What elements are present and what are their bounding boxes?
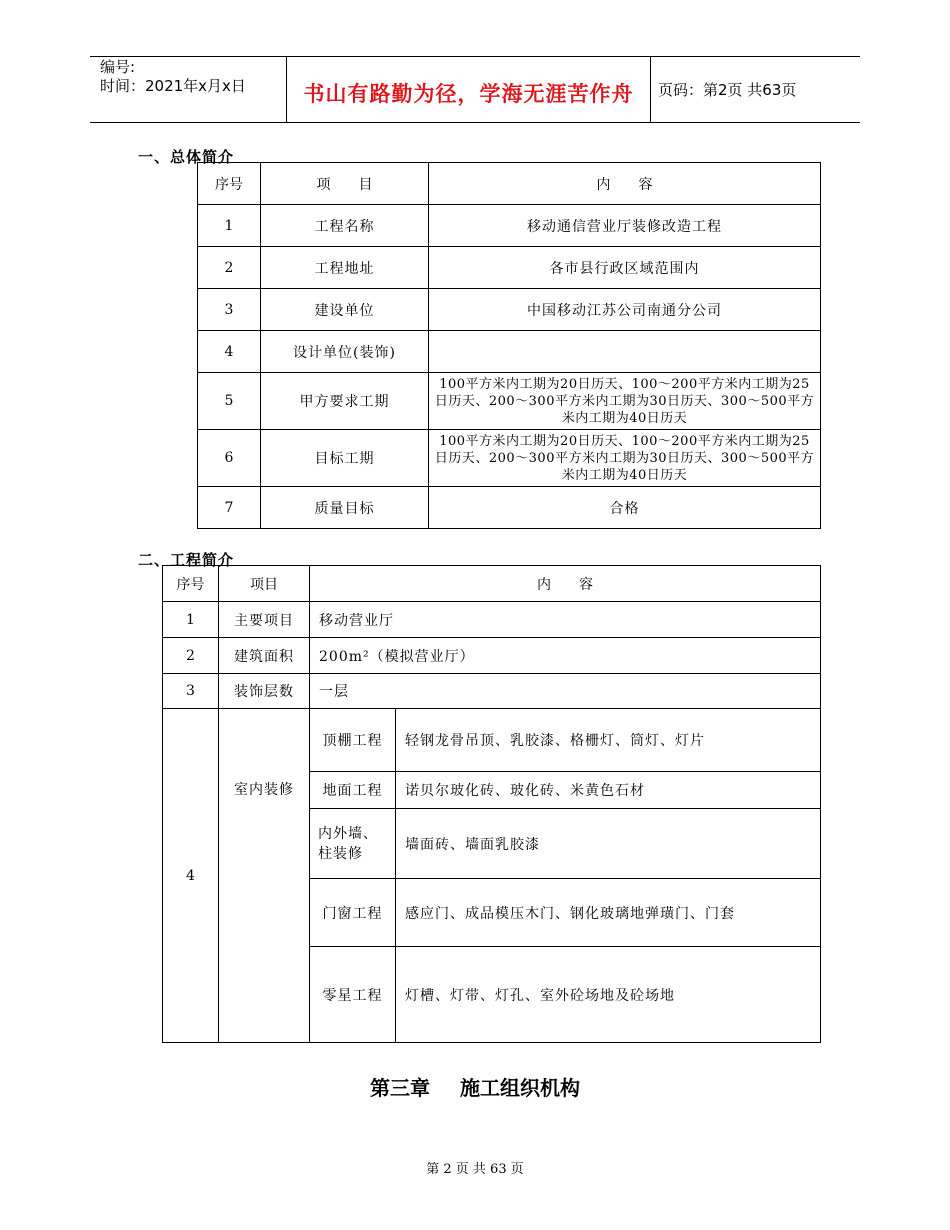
overview-table: [197, 162, 821, 529]
sub-item: 内外墙、柱装修: [310, 809, 396, 879]
sub-content: 墙面砖、墙面乳胶漆: [396, 809, 821, 879]
row-item: 工程地址: [261, 247, 429, 289]
document-number: 编号:: [100, 58, 136, 76]
section-title-project: 二、工程简介: [138, 551, 235, 569]
table-row: [198, 331, 821, 373]
sub-content: 灯槽、灯带、灯孔、室外砼场地及砼场地: [396, 947, 821, 1043]
sub-item: 零星工程: [310, 947, 396, 1043]
header-cell: 内 容: [429, 163, 821, 205]
header-cell: 项 目: [261, 163, 429, 205]
row-number: 6: [198, 430, 261, 487]
sub-content: 轻钢龙骨吊顶、乳胶漆、格栅灯、筒灯、灯片: [396, 709, 821, 772]
row-number: 7: [198, 487, 261, 529]
header-top-rule: [90, 56, 860, 57]
header-cell: 项目: [219, 566, 310, 602]
page-footer: 第 2 页 共 63 页: [426, 1162, 524, 1177]
row-content: [429, 331, 821, 373]
row-category: 室内装修: [219, 709, 310, 1043]
table-header-row: [163, 566, 821, 602]
table-row: [163, 674, 821, 709]
row-content: 中国移动江苏公司南通分公司: [429, 289, 821, 331]
sub-content: 感应门、成品模压木门、钢化玻璃地弹璜门、门套: [396, 879, 821, 947]
chapter-number: 第三章: [370, 1076, 430, 1100]
row-content: 200m²（模拟营业厅）: [310, 638, 821, 674]
table-row: [198, 430, 821, 487]
chapter-heading: [0, 1072, 950, 1101]
row-content: 合格: [429, 487, 821, 529]
row-number: 2: [163, 638, 219, 674]
document-date: 时间：2021年x月x日: [100, 77, 246, 95]
row-number: 1: [198, 205, 261, 247]
row-item: 设计单位(装饰): [261, 331, 429, 373]
header-bottom-rule: [90, 122, 860, 123]
table-row: [198, 205, 821, 247]
header-cell: 内 容: [310, 566, 821, 602]
sub-item: 顶棚工程: [310, 709, 396, 772]
header-meta: [100, 58, 246, 96]
table-row: [198, 247, 821, 289]
header-divider: [650, 56, 651, 122]
row-item: 质量目标: [261, 487, 429, 529]
sub-item: 地面工程: [310, 772, 396, 809]
sub-item: 门窗工程: [310, 879, 396, 947]
row-item: 建筑面积: [219, 638, 310, 674]
row-content: 移动通信营业厅装修改造工程: [429, 205, 821, 247]
table-row: [198, 289, 821, 331]
row-item: 甲方要求工期: [261, 373, 429, 430]
row-number: 3: [163, 674, 219, 709]
chapter-name: 施工组织机构: [460, 1076, 580, 1100]
row-item: 装饰层数: [219, 674, 310, 709]
row-item: 建设单位: [261, 289, 429, 331]
row-item: 目标工期: [261, 430, 429, 487]
row-item: 主要项目: [219, 602, 310, 638]
header-cell: 序号: [163, 566, 219, 602]
table-row: [198, 373, 821, 430]
row-content: 移动营业厅: [310, 602, 821, 638]
section-title-overview: 一、总体简介: [138, 148, 235, 166]
row-number: 4: [163, 709, 219, 1043]
sub-content: 诺贝尔玻化砖、玻化砖、米黄色石材: [396, 772, 821, 809]
header-cell: 序号: [198, 163, 261, 205]
row-content: 100平方米内工期为20日历天、100～200平方米内工期为25日历天、200～300平方米内工期为30日历天、300～500平方米内工期为40日历天: [429, 430, 821, 487]
row-number: 4: [198, 331, 261, 373]
table-row: [198, 487, 821, 529]
row-item: 工程名称: [261, 205, 429, 247]
table-row: [163, 709, 821, 772]
row-number: 3: [198, 289, 261, 331]
row-content: 100平方米内工期为20日历天、100～200平方米内工期为25日历天、200～300平方米内工期为30日历天、300～500平方米内工期为40日历天: [429, 373, 821, 430]
row-number: 2: [198, 247, 261, 289]
header-page-number: 页码：第2页 共63页: [658, 81, 797, 99]
row-content: 各市县行政区域范围内: [429, 247, 821, 289]
table-row: [163, 602, 821, 638]
row-number: 1: [163, 602, 219, 638]
table-header-row: [198, 163, 821, 205]
row-number: 5: [198, 373, 261, 430]
table-row: [163, 638, 821, 674]
project-table: [162, 565, 821, 1043]
row-content: 一层: [310, 674, 821, 709]
header-motto: 书山有路勤为径，学海无涯苦作舟: [303, 82, 634, 106]
